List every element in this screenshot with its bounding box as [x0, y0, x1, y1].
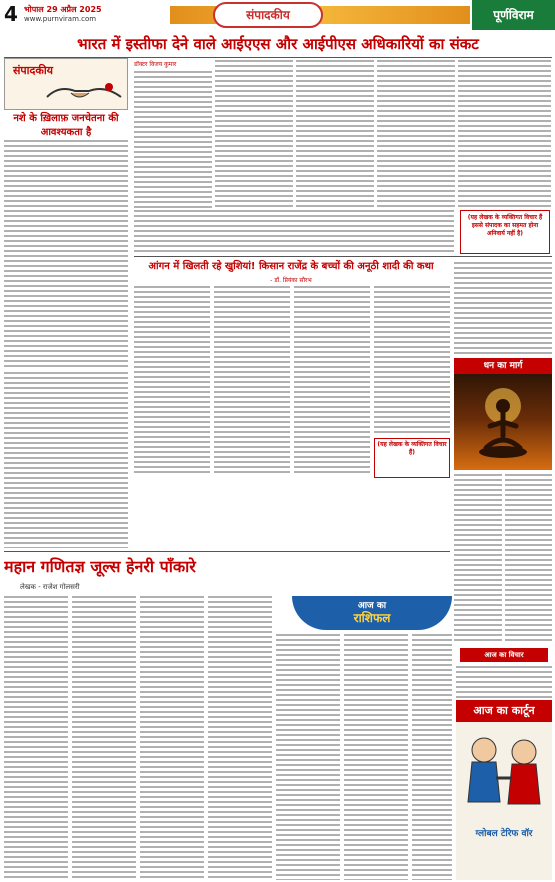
story2-disclaimer-text: (यह लेखक के व्यक्तिगत विचार हैं): [377, 441, 447, 456]
feature-byline: लेखक - राजेश गोलसरी: [20, 583, 80, 591]
editorial-banner: [4, 58, 128, 110]
story2-disclaimer-box: [374, 438, 450, 478]
editorial-body: [4, 140, 128, 368]
section-name: संपादकीय: [246, 8, 290, 22]
rashifal-column-2: [344, 634, 408, 880]
disclaimer-box: [460, 210, 550, 254]
story-rule: [134, 256, 552, 257]
rashifal-banner: [292, 596, 452, 630]
section-pill: [213, 2, 323, 28]
rashifal-column-1: [276, 634, 340, 880]
lead-column-2: [215, 60, 293, 208]
story2-column-2: [214, 286, 290, 476]
brand-name: पूर्णविराम: [493, 8, 534, 22]
lead-headline: भारत में इस्तीफा देने वाले आईएएस और आईपीएस अधिकारियों का संकट: [77, 35, 479, 53]
vichar-text: [456, 666, 552, 700]
lead-byline: डॉक्टर विजय कुमार: [134, 61, 177, 68]
site-url[interactable]: www.purnviram.com: [24, 15, 97, 23]
masthead: [0, 0, 555, 30]
lead-tail-column: [454, 262, 552, 354]
issue-date: भोपाल 29 अप्रैल 2025: [24, 5, 102, 14]
lead-column-continued: [134, 210, 454, 254]
meditation-figure-icon: [474, 388, 532, 464]
feature-headline: महान गणितज्ञ जूल्स हेनरी पॉंकारे: [4, 557, 196, 576]
cartoon-caption: ग्लोबल टेरिफ वॉर: [475, 829, 533, 839]
page-number: 4: [4, 2, 18, 26]
feature-rule: [4, 551, 450, 552]
editorial-label: संपादकीय: [13, 64, 54, 77]
lead-column-4: [377, 60, 455, 208]
rashifal-title: आज का: [357, 601, 387, 611]
feature-column-1: [4, 596, 68, 880]
story2-column-4: [374, 286, 450, 434]
cartoon-image: [456, 722, 552, 880]
dhan-feature-image: [454, 358, 552, 470]
lead-column-3: [296, 60, 374, 208]
vichar-title: आज का विचार: [460, 648, 548, 662]
brand-box: [472, 0, 555, 30]
cartoon-title: आज का कार्टून: [456, 700, 552, 722]
disclaimer-text: (यह लेखक के व्यक्तिगत विचार हैं इससे संपादक का सहमत होना अनिवार्य नहीं है): [467, 214, 543, 237]
cartoon-figures-icon: [456, 722, 552, 822]
feature-column-2: [72, 596, 136, 880]
rashifal-subtitle: राशिफल: [353, 611, 391, 625]
story2-headline: आंगन में खिलती रहे खुशियां! किसान राजेंद्र के बच्चों की अनूठी शादी की कथा: [148, 261, 434, 272]
dhan-column-1: [454, 474, 502, 642]
feature-column-4: [208, 596, 272, 880]
story2-byline: - डॉ. प्रियंका सौरभ: [270, 277, 312, 284]
lead-column-5: [458, 60, 551, 208]
lead-column-1: [134, 60, 212, 208]
editorial-title: नशे के ख़िलाफ़ जनचेतना की आवश्यकता है: [13, 113, 119, 138]
editorial-body-continued: [4, 372, 128, 548]
handshake-icon: [45, 77, 123, 107]
dhan-column-2: [505, 474, 552, 642]
masthead-left: [0, 0, 170, 30]
feature-column-3: [140, 596, 204, 880]
story2-column-1: [134, 286, 210, 476]
dhan-title: धन का मार्ग: [454, 358, 552, 374]
story2-column-3: [294, 286, 370, 476]
rashifal-column-3: [412, 634, 452, 880]
